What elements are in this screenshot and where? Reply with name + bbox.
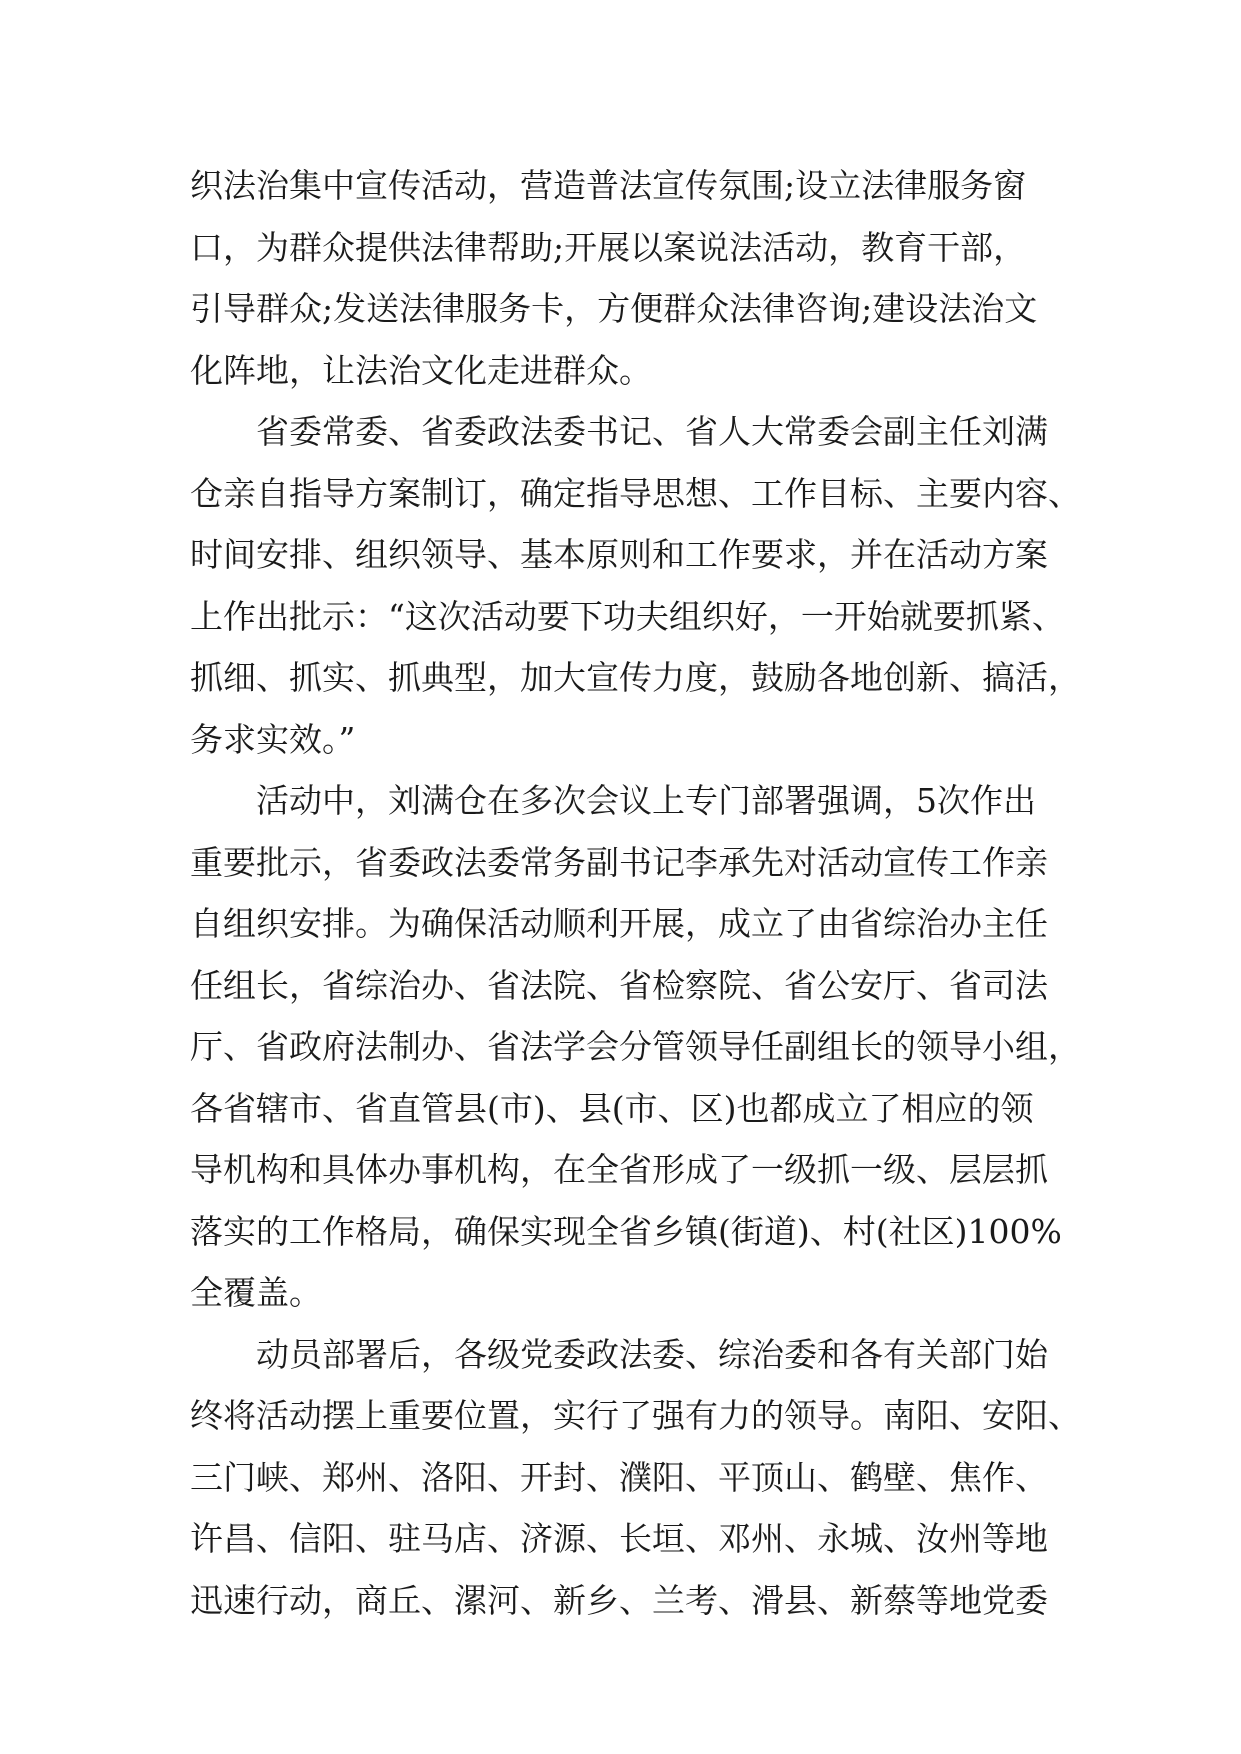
paragraph-4 (190, 1324, 1081, 1632)
text-line: 动员部署后，各级党委政法委、综治委和各有关部门始 (256, 1334, 1048, 1374)
body-text (190, 155, 1081, 1631)
paragraph-2 (190, 401, 1081, 770)
paragraph-3 (190, 770, 1081, 1324)
text-line: 仓亲自指导方案制订，确定指导思想、工作目标、主要内容、 (190, 473, 1081, 513)
text-line: 省委常委、省委政法委书记、省人大常委会副主任刘满 (256, 412, 1048, 451)
text-line: 口，为群众提供法律帮助;开展以案说法活动，教育干部， (190, 227, 1027, 267)
text-line: 上作出批示：“这次活动要下功夫组织好，一开始就要抓紧、 (190, 596, 1065, 636)
text-line: 任组长，省综治办、省法院、省检察院、省公安厅、省司法 (190, 965, 1048, 1005)
text-line: 许昌、信阳、驻马店、济源、长垣、邓州、永城、汝州等地 (190, 1519, 1048, 1558)
paragraph-1 (190, 155, 1070, 401)
text-line: 化阵地，让法治文化走进群众。 (190, 350, 652, 390)
text-line: 全覆盖。 (190, 1273, 322, 1312)
text-line: 抓细、抓实、抓典型，加大宣传力度，鼓励各地创新、搞活， (190, 658, 1081, 697)
text-line: 引导群众;发送法律服务卡，方便群众法律咨询;建设法治文 (190, 289, 1038, 328)
text-line: 重要批示，省委政法委常务副书记李承先对活动宣传工作亲 (190, 842, 1048, 882)
text-line: 自组织安排。为确保活动顺利开展，成立了由省综治办主任 (190, 904, 1048, 943)
text-line: 落实的工作格局，确保实现全省乡镇(街道)、村(社区)100% (190, 1211, 1062, 1251)
text-line: 时间安排、组织领导、基本原则和工作要求，并在活动方案 (190, 535, 1048, 574)
text-line: 务求实效。” (190, 719, 356, 759)
text-line: 终将活动摆上重要位置，实行了强有力的领导。南阳、安阳、 (190, 1396, 1081, 1435)
text-line: 活动中，刘满仓在多次会议上专门部署强调，5次作出 (256, 781, 1036, 820)
text-line: 三门峡、郑州、洛阳、开封、濮阳、平顶山、鹤壁、焦作、 (190, 1457, 1048, 1497)
text-line: 迅速行动，商丘、漯河、新乡、兰考、滑县、新蔡等地党委 (190, 1580, 1048, 1620)
text-line: 织法治集中宣传活动，营造普法宣传氛围;设立法律服务窗 (190, 166, 1027, 205)
text-line: 导机构和具体办事机构，在全省形成了一级抓一级、层层抓 (190, 1150, 1048, 1189)
text-line: 各省辖市、省直管县(市)、县(市、区)也都成立了相应的领 (190, 1088, 1034, 1128)
text-line: 厅、省政府法制办、省法学会分管领导任副组长的领导小组， (190, 1027, 1081, 1066)
